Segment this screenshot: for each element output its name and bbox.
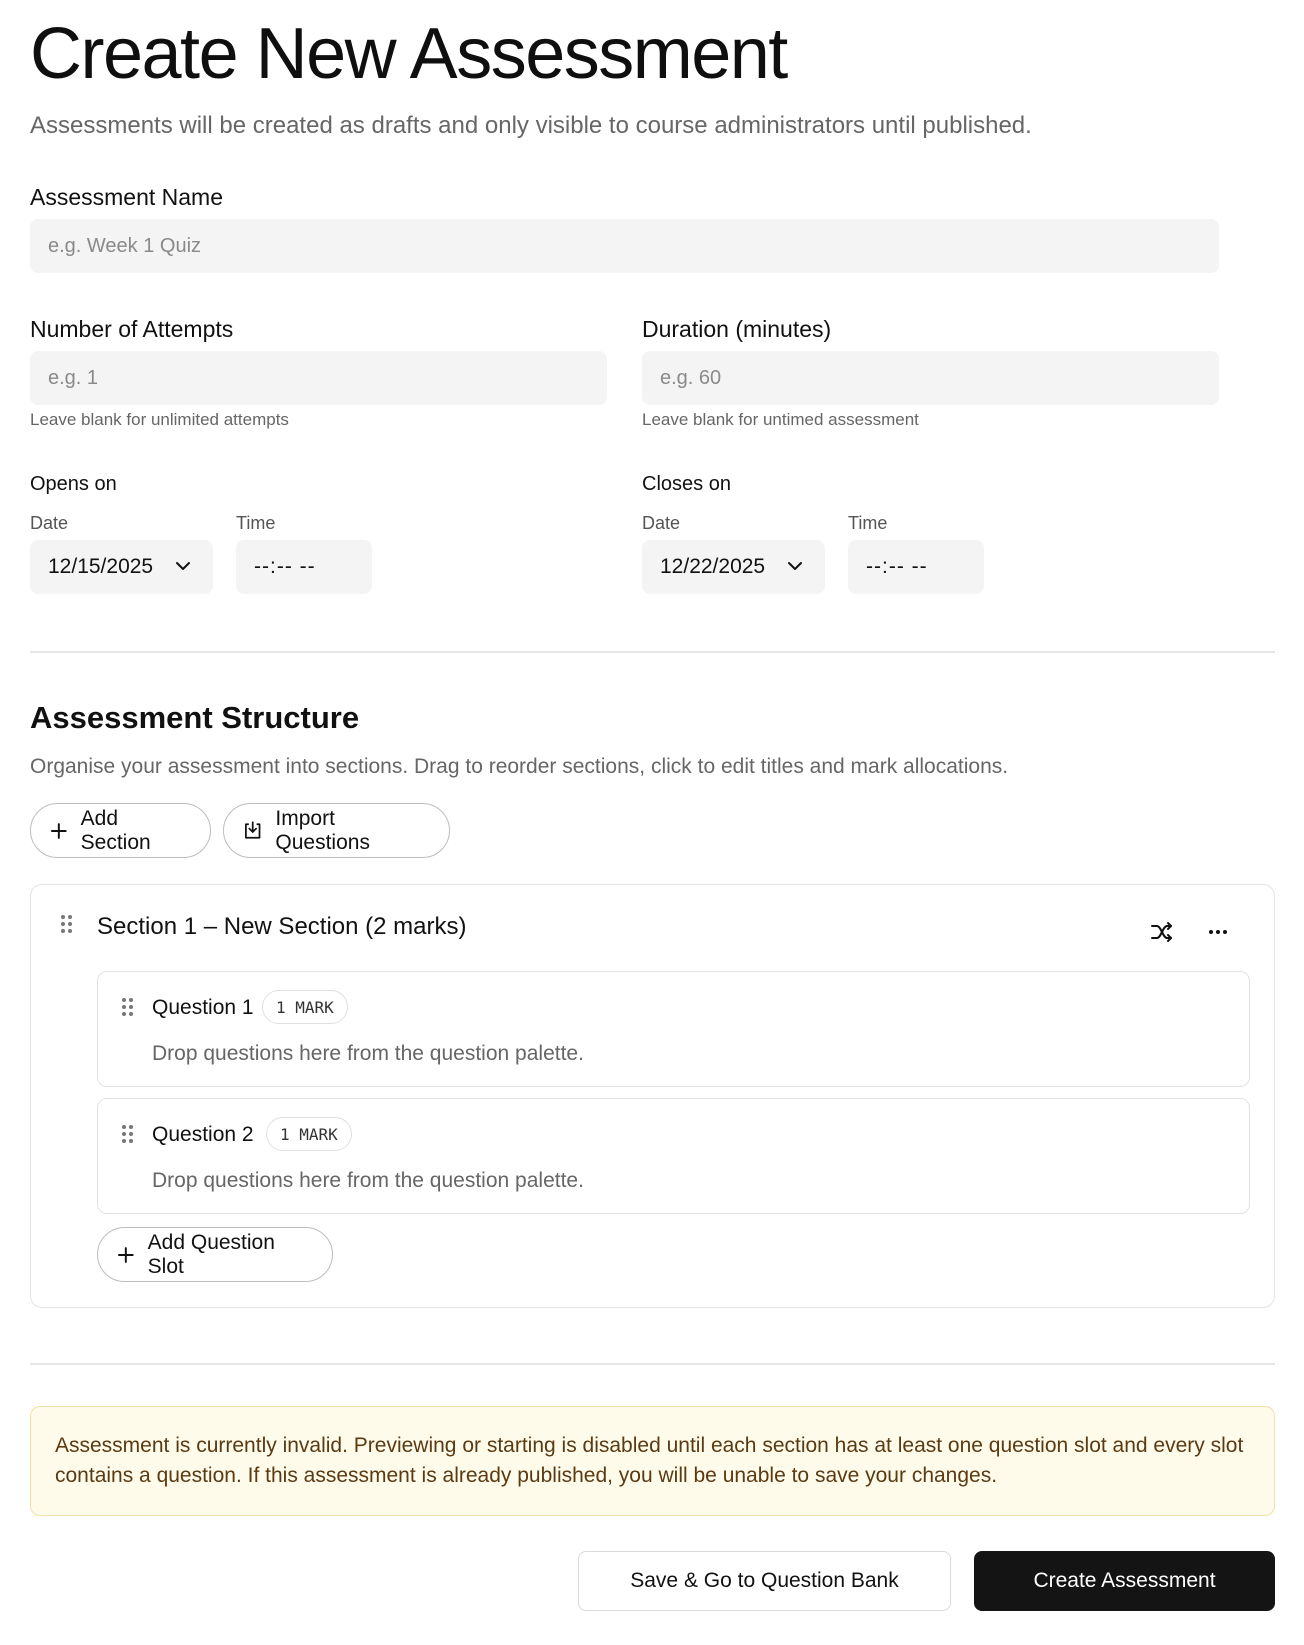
- opens-on-label: Opens on: [30, 473, 117, 495]
- chevron-down-icon: [785, 556, 805, 576]
- duration-input[interactable]: e.g. 60: [642, 351, 1219, 405]
- page-title: Create New Assessment: [30, 14, 787, 94]
- question-title: Question 1: [152, 996, 254, 1019]
- attempts-input[interactable]: e.g. 1: [30, 351, 607, 405]
- closes-on-label: Closes on: [642, 473, 731, 495]
- more-options-button[interactable]: [1201, 915, 1235, 949]
- create-assessment-button[interactable]: Create Assessment: [974, 1551, 1275, 1611]
- duration-hint: Leave blank for untimed assessment: [642, 410, 919, 429]
- question-slot[interactable]: [97, 1098, 1250, 1214]
- question-drop-placeholder: Drop questions here from the question palette.: [152, 1169, 584, 1192]
- divider: [30, 651, 1275, 653]
- opens-time-label: Time: [236, 513, 276, 533]
- chevron-down-icon: [173, 556, 193, 576]
- section-title[interactable]: Section 1 – New Section (2 marks): [97, 913, 467, 940]
- shuffle-button[interactable]: [1145, 915, 1179, 949]
- structure-description: Organise your assessment into sections. Drag to reorder sections, click to edit titles and mark allocations.: [30, 755, 1009, 778]
- section-card: [30, 884, 1275, 1308]
- assessment-name-input[interactable]: e.g. Week 1 Quiz: [30, 219, 1219, 273]
- opens-date-picker[interactable]: [30, 540, 213, 594]
- closes-time-label: Time: [848, 513, 888, 533]
- add-question-slot-button[interactable]: [97, 1227, 333, 1282]
- closes-date-picker[interactable]: [642, 540, 825, 594]
- drag-handle-icon[interactable]: [122, 1125, 136, 1147]
- opens-date-value: 12/15/2025: [48, 555, 154, 578]
- shuffle-icon: [1149, 919, 1175, 945]
- question-title: Question 2: [152, 1123, 254, 1146]
- duration-label: Duration (minutes): [642, 316, 832, 342]
- plus-icon: [49, 821, 69, 841]
- drag-handle-icon[interactable]: [122, 998, 136, 1020]
- question-drop-placeholder: Drop questions here from the question palette.: [152, 1042, 584, 1065]
- attempts-label: Number of Attempts: [30, 316, 234, 342]
- mark-badge[interactable]: 1 MARK: [262, 990, 348, 1024]
- opens-time-input[interactable]: --:-- --: [236, 540, 372, 594]
- drag-handle-icon[interactable]: [61, 915, 75, 937]
- import-icon: [242, 820, 263, 842]
- closes-date-label: Date: [642, 513, 681, 533]
- plus-icon: [116, 1245, 136, 1265]
- structure-title: Assessment Structure: [30, 700, 360, 735]
- invalid-assessment-warning: Assessment is currently invalid. Previewing or starting is disabled until each section has at least one question slot and every slot contains a question. If this assessment is already published, you will be unable to save your changes.: [30, 1406, 1275, 1516]
- import-questions-button[interactable]: [223, 803, 450, 858]
- attempts-hint: Leave blank for unlimited attempts: [30, 410, 289, 429]
- add-section-button[interactable]: [30, 803, 211, 858]
- save-go-to-question-bank-button[interactable]: Save & Go to Question Bank: [578, 1551, 951, 1611]
- page-subtitle: Assessments will be created as drafts and only visible to course administrators until published.: [30, 112, 1032, 139]
- mark-badge[interactable]: 1 MARK: [266, 1117, 352, 1151]
- opens-date-label: Date: [30, 513, 69, 533]
- divider: [30, 1363, 1275, 1365]
- question-slot[interactable]: [97, 971, 1250, 1087]
- import-questions-label: Import Questions: [275, 806, 370, 854]
- closes-date-value: 12/22/2025: [660, 555, 766, 578]
- more-horizontal-icon: [1206, 920, 1230, 944]
- assessment-name-label: Assessment Name: [30, 184, 224, 210]
- closes-time-input[interactable]: --:-- --: [848, 540, 984, 594]
- add-question-slot-label: Add Question Slot: [147, 1230, 275, 1278]
- add-section-label: Add Section: [80, 806, 151, 854]
